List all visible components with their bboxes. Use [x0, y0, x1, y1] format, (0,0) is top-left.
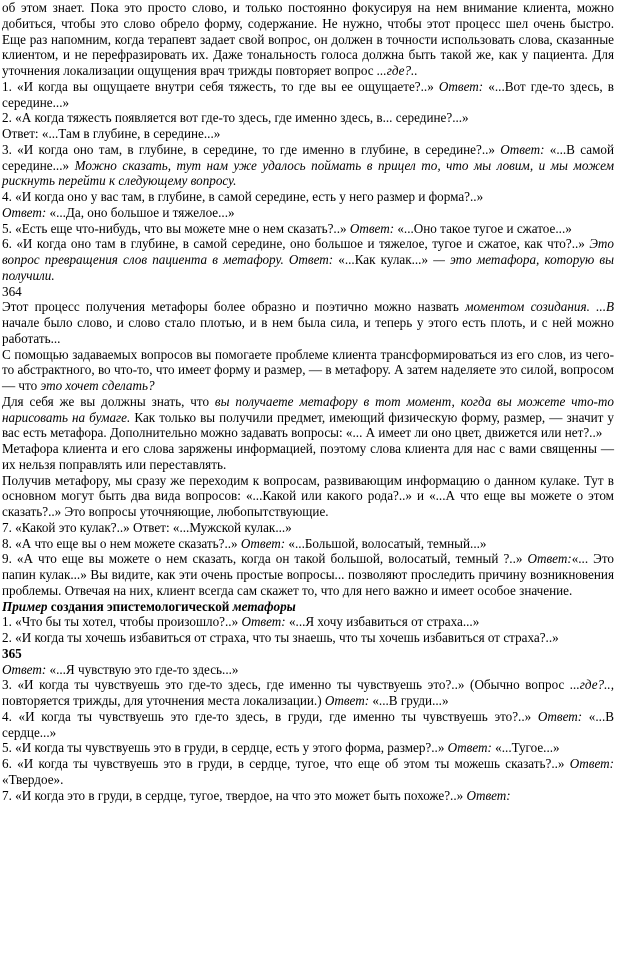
text-run: это хочет сделать? [40, 378, 155, 393]
paragraph [2, 646, 614, 662]
text-run: начале было слово, и слово стало плотью, и в нем была сила, и теперь у этого есть плоть, и с ней можно работать... [2, 315, 614, 346]
text-run: Ответ: [2, 204, 47, 220]
text-run: Ответ: [324, 693, 370, 708]
text-run: Можно сказать, тут нам уже удалось поймать в прицел то, что мы ловим, и мы можем рискнуть перейти к следующему вопросу. [2, 157, 614, 189]
text-run: Ответ: «...Там в глубине, в середине...» [2, 126, 221, 141]
paragraph [2, 189, 614, 205]
text-run: 1. «Что бы ты хотел, чтобы произошло?..» [2, 614, 242, 630]
text-run: Метафора клиента и его слова заряжены информацией, поэтому слова клиента для нас с вами священны — их нельзя поправлять или переставлять. [2, 441, 614, 472]
text-run: 1. «И когда вы ощущаете внутри себя тяжесть, то где вы ее ощущаете?..» [2, 78, 439, 94]
text-run: 9. «А что еще вы можете о нем сказать, когда он такой большой, волосатый, темный ?..» [2, 551, 528, 567]
text-run: 2. «И когда ты хочешь избавиться от страха, что ты знаешь, что ты хочешь избавиться от страха?..» [2, 630, 559, 645]
text-run: Ответ: [438, 78, 484, 94]
paragraph [2, 709, 614, 741]
text-run: 364 [2, 283, 22, 299]
paragraph [2, 299, 614, 346]
text-run: «...В груди...» [369, 693, 449, 708]
paragraph [2, 284, 614, 300]
text-run: «... Это папин кулак...» Вы видите, как эти очень простые вопросы... позволяют проследить причину возникновения проблемы. Отвечая на них, клиент всегда сам скажет то, что для него важно и имеет особое значение. [2, 551, 614, 598]
text-run: метафоры [232, 598, 296, 614]
paragraph [2, 614, 614, 630]
text-run: «...Да, оно большое и тяжелое...» [46, 204, 235, 220]
paragraph [2, 662, 614, 678]
text-run: «...Как кулак...» [333, 252, 434, 267]
text-run: 3. «И когда оно там, в глубине, в середине, то где именно в глубине, в середине?..» [2, 141, 501, 157]
text-run: Получив метафору, мы сразу же переходим к вопросам, развивающим информацию о данном кулаке. Тут в основном могут быть два вида вопросов: «...Какой или какого рода?..» и «...А что еще вы можете о этом сказать?..» Это вопросы уточняющие, любопытствующие. [2, 472, 614, 519]
text-run: создания эпистемологической [47, 598, 233, 614]
text-run: 365 [2, 645, 22, 661]
text-run: «Твердое». [2, 771, 64, 787]
text-run: Ответ: [2, 661, 47, 677]
text-run: 7. «Какой это кулак?..» Ответ: «...Мужской кулак...» [2, 519, 292, 535]
text-run: Ответ: [537, 708, 583, 724]
text-run: Ответ: [240, 535, 286, 551]
text-run: 4. «И когда оно у вас там, в глубине, в самой середине, есть у него размер и форма?..» [2, 189, 484, 204]
text-run: Ответ: [527, 551, 572, 567]
text-run: «...Большой, волосатый, темный...» [285, 535, 487, 551]
text-run: моментом созидания. ...В [465, 299, 614, 315]
paragraph [2, 740, 614, 756]
text-run: ...где?.., [569, 677, 614, 693]
text-run: повторяется трижды, для уточнения места локализации.) [2, 693, 325, 708]
text-run: Это вопрос превращения слов пациента в метафору. Ответ: [2, 236, 614, 267]
paragraph [2, 205, 614, 221]
paragraph [2, 520, 614, 536]
paragraph [2, 756, 614, 788]
text-run: Ответ: [500, 141, 545, 157]
text-run: 2. «А когда тяжесть появляется вот где-то здесь, где именно здесь, в... середине?...» [2, 110, 469, 126]
text-run: «...Тугое...» [491, 740, 560, 756]
paragraph [2, 551, 614, 598]
text-run: Ответ: [241, 614, 286, 630]
text-run: Для себя же вы должны знать, что [2, 393, 215, 409]
text-run: «...Оно такое тугое и сжатое...» [394, 220, 572, 236]
text-run: «...Вот где-то здесь, в середине...» [2, 78, 614, 110]
text-run: «...В самой середине...» [2, 141, 614, 173]
text-run: 6. «И когда ты чувствуешь это в груди, в сердце, тугое, что еще об этом ты можешь сказать?..» [2, 756, 570, 771]
text-run: «...В сердце...» [2, 708, 614, 740]
paragraph [2, 0, 614, 79]
paragraph [2, 79, 614, 111]
text-run: «...Я чувствую это где-то здесь...» [46, 661, 239, 677]
paragraph [2, 347, 614, 394]
text-run: Пример [2, 598, 48, 614]
text-run: 4. «И когда ты чувствуешь это где-то здесь, в груди, где именно ты чувствуешь это?..» [2, 708, 538, 724]
text-run: С помощью задаваемых вопросов вы помогаете проблеме клиента трансформироваться из его слов, из чего-то абстрактного, во что-то, что имеет форму и размер, — в метафору. А затем наделяете это силой, вопросом — что [2, 346, 614, 393]
paragraph [2, 126, 614, 142]
text-run: 5. «Есть еще что-нибудь, что вы можете мне о нем сказать?..» [2, 220, 350, 236]
text-run: — это метафора, которую вы получили. [2, 252, 614, 283]
text-run: об этом знает. Пока это просто слово, и только постоянно фокусируя на нем внимание клиента, можно добиться, чтобы это слово обрело форму, содержание. Не нужно, чтобы этот процесс шел очень быстро. Еще раз напомним, когда терапевт задает свой вопрос, он должен в точности использовать слова, сказанные клиентом, и не перефразировать их. Даже тональность голоса должна быть такой же, как у пациента. Для уточнения локализации ощущения врач трижды повторяет вопрос [2, 0, 614, 78]
paragraph [2, 110, 614, 126]
text-run: 3. «И когда ты чувствуешь это где-то здесь, где именно ты чувствуешь это?..» (Обычно вопрос [2, 677, 570, 693]
text-run: 5. «И когда ты чувствуешь это в груди, в сердце, есть у этого форма, размер?..» [2, 740, 448, 756]
paragraph [2, 599, 614, 615]
paragraph [2, 142, 614, 189]
text-run: «...Я хочу избавиться от страха...» [285, 614, 480, 630]
paragraph [2, 394, 614, 441]
text-run: Ответ: [447, 740, 492, 756]
paragraph [2, 630, 614, 646]
paragraph [2, 677, 614, 709]
paragraph [2, 236, 614, 283]
text-run: Как только вы получили предмет, имеющий физическую форму, размер, — значит у вас есть метафора. Дополнительно можно задавать вопросы: «... А имеет ли оно цвет, движется или нет?..» [2, 409, 614, 441]
paragraph [2, 788, 614, 804]
text-run: Этот процесс получения метафоры более образно и поэтично можно назвать [2, 299, 466, 315]
text-run: Ответ: [569, 756, 614, 771]
text-run: Ответ: [349, 220, 395, 236]
paragraph [2, 441, 614, 473]
paragraph [2, 473, 614, 520]
text-run: Ответ: [466, 787, 511, 803]
text-run: вы получаете метафору в тот момент, когда вы можете что-то нарисовать на бумаге. [2, 393, 614, 425]
text-run: ...где?.. [376, 63, 418, 78]
paragraph [2, 536, 614, 552]
text-run: 7. «И когда это в груди, в сердце, тугое, твердое, на что это может быть похоже?..» [2, 787, 467, 803]
text-run: 8. «А что еще вы о нем можете сказать?..» [2, 535, 241, 551]
paragraph [2, 221, 614, 237]
text-run: 6. «И когда оно там в глубине, в самой середине, оно большое и тяжелое, тугое и сжатое, как что?..» [2, 236, 590, 252]
